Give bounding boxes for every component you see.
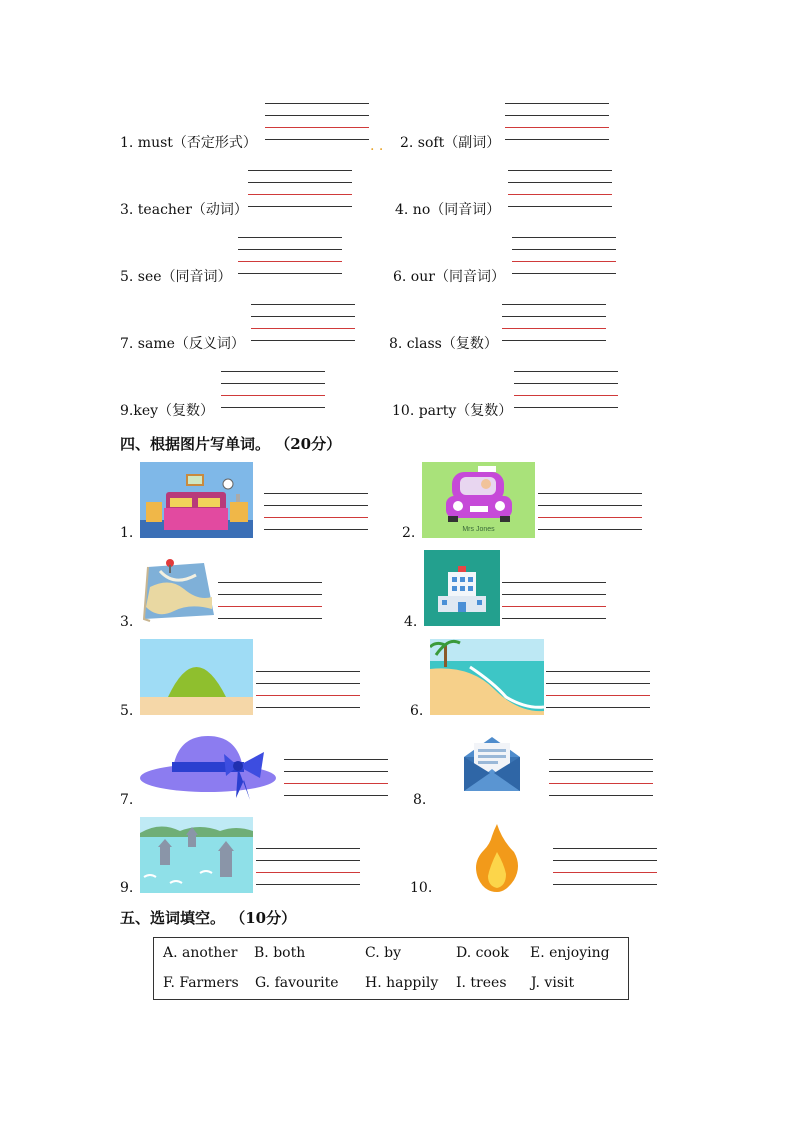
pic-answer-lines-1[interactable] xyxy=(264,493,368,531)
word-option: G. favourite xyxy=(255,975,339,991)
pic-number-4: 4. xyxy=(404,614,418,630)
item-5-label: 5. see（同音词） xyxy=(120,269,232,285)
item-9-label: 9.key（复数） xyxy=(120,403,215,419)
word-option: B. both xyxy=(254,945,306,961)
answer-lines-9[interactable] xyxy=(221,371,325,409)
word-option: H. happily xyxy=(365,975,439,991)
answer-lines-1[interactable] xyxy=(265,103,369,141)
pic-answer-lines-3[interactable] xyxy=(218,582,322,620)
answer-lines-10[interactable] xyxy=(514,371,618,409)
lake-towers-image xyxy=(140,817,253,893)
decorative-dots: . . xyxy=(370,138,384,154)
pic-number-8: 8. xyxy=(413,792,427,808)
item-1-label: 1. must（否定形式） xyxy=(120,135,257,151)
pic-answer-lines-6[interactable] xyxy=(546,671,650,709)
answer-lines-3[interactable] xyxy=(248,170,352,208)
map-image xyxy=(140,557,216,623)
word-option: A. another xyxy=(163,945,238,961)
pic-answer-lines-8[interactable] xyxy=(549,759,653,797)
pic-number-6: 6. xyxy=(410,703,424,719)
pic-answer-lines-4[interactable] xyxy=(502,582,606,620)
item-7-label: 7. same（反义词） xyxy=(120,336,245,352)
pic-answer-lines-10[interactable] xyxy=(553,848,657,886)
pic-answer-lines-5[interactable] xyxy=(256,671,360,709)
pic-number-9: 9. xyxy=(120,880,134,896)
pic-answer-lines-2[interactable] xyxy=(538,493,642,531)
fire-image xyxy=(474,822,520,892)
word-option: D. cook xyxy=(456,945,509,961)
answer-lines-4[interactable] xyxy=(508,170,612,208)
section5-title: 五、选词填空。 （10分） xyxy=(120,909,297,927)
section4-title: 四、根据图片写单词。 （20分） xyxy=(120,435,342,453)
hat-image xyxy=(138,730,282,804)
pic-answer-lines-7[interactable] xyxy=(284,759,388,797)
answer-lines-6[interactable] xyxy=(512,237,616,275)
pic-number-3: 3. xyxy=(120,614,134,630)
item-10-label: 10. party（复数） xyxy=(392,403,513,419)
pic-number-2: 2. xyxy=(402,525,416,541)
letter-image xyxy=(462,735,522,793)
item-2-label: 2. soft（副词） xyxy=(400,135,501,151)
answer-lines-2[interactable] xyxy=(505,103,609,141)
word-bank xyxy=(153,937,629,1000)
pic-number-5: 5. xyxy=(120,703,134,719)
item-3-label: 3. teacher（动词） xyxy=(120,202,248,218)
answer-lines-7[interactable] xyxy=(251,304,355,342)
word-option: F. Farmers xyxy=(163,975,239,991)
pic-number-1: 1. xyxy=(120,525,134,541)
car-caption: Mrs Jones xyxy=(462,526,495,533)
item-8-label: 8. class（复数） xyxy=(389,336,498,352)
word-option: C. by xyxy=(365,945,401,961)
pic-number-7: 7. xyxy=(120,792,134,808)
bedroom-image xyxy=(140,462,253,538)
item-6-label: 6. our（同音词） xyxy=(393,269,505,285)
mountain-image xyxy=(140,639,253,715)
car-image xyxy=(422,462,535,538)
word-option: J. visit xyxy=(531,975,575,991)
pic-answer-lines-9[interactable] xyxy=(256,848,360,886)
item-4-label: 4. no（同音词） xyxy=(395,202,501,218)
word-option: I. trees xyxy=(456,975,507,991)
answer-lines-5[interactable] xyxy=(238,237,342,275)
pic-number-10: 10. xyxy=(410,880,433,896)
beach-image xyxy=(430,639,544,715)
hospital-image xyxy=(424,550,500,626)
answer-lines-8[interactable] xyxy=(502,304,606,342)
word-option: E. enjoying xyxy=(530,945,610,961)
